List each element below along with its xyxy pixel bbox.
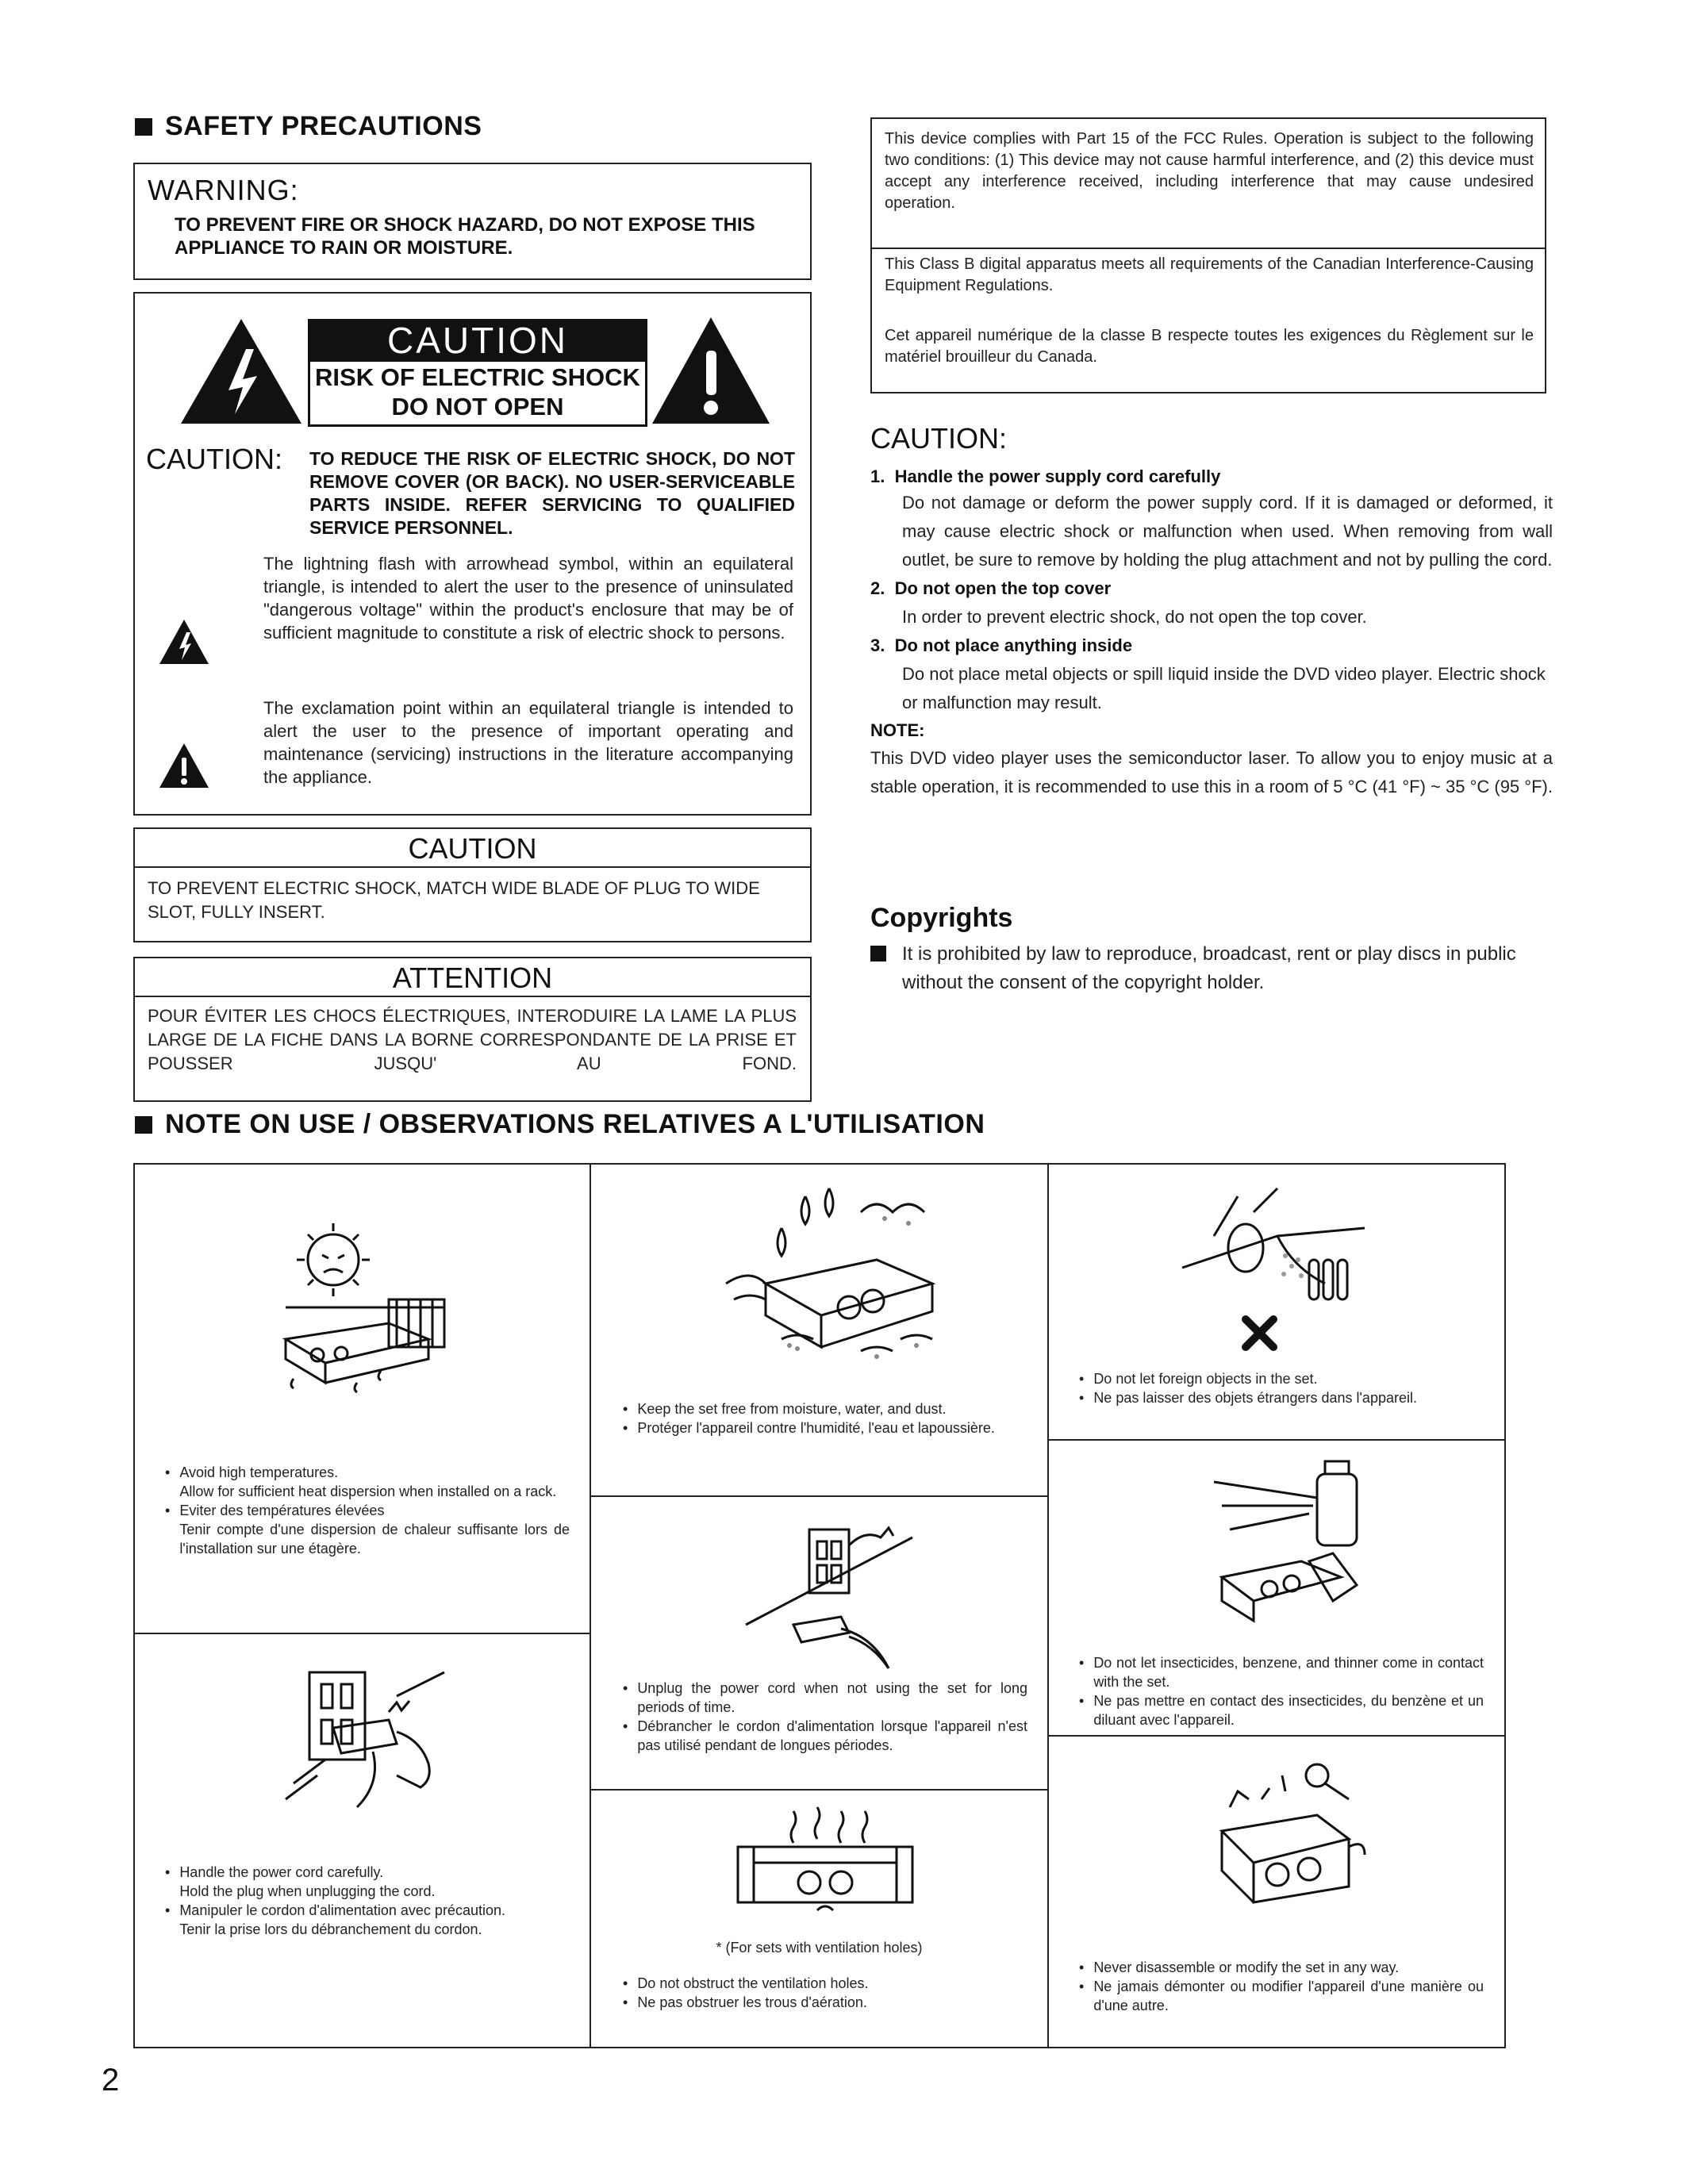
- item-text: In order to prevent electric shock, do not open the top cover.: [902, 607, 1367, 627]
- bullet-dot-icon: •: [165, 1464, 171, 1480]
- item-title: Do not open the top cover: [894, 578, 1112, 598]
- high-temperature-illustration: [270, 1220, 476, 1403]
- bullet-dot-icon: •: [623, 1718, 628, 1734]
- risk-line-1: RISK OF ELECTRIC SHOCK: [315, 363, 640, 391]
- cell-foreign-objects-text: [1079, 1369, 1484, 1407]
- note-on-use-grid: [133, 1163, 1506, 2048]
- caution2-list: [870, 465, 1553, 801]
- caution2-heading: CAUTION:: [870, 422, 1008, 455]
- exclamation-symbol-icon: [159, 743, 209, 789]
- cell-insecticide-text: [1079, 1653, 1484, 1729]
- bullet-item: • Débrancher le cordon d'alimentation lorsque l'appareil n'est pas utilisé pendant de longues périodes.: [623, 1718, 1027, 1753]
- canada-statement-en: This Class B digital apparatus meets all requirements of the Canadian Interference-Causing Equipment Regulations.: [885, 255, 1534, 294]
- bullet-item: • Avoid high temperatures. Allow for sufficient heat dispersion when installed on a rack.: [165, 1464, 557, 1499]
- foreign-objects-illustration: [1166, 1180, 1373, 1363]
- bullet-item: • Ne pas obstruer les trous d'aération.: [623, 1994, 867, 2010]
- caution-label: CAUTION:: [146, 443, 283, 475]
- cell-ventilation-text: [623, 1974, 1027, 2012]
- lightning-warning-icon: [179, 317, 303, 425]
- bullet-item: • Never disassemble or modify the set in any way.: [1079, 1959, 1400, 1975]
- copyrights-text: It is prohibited by law to reproduce, broadcast, rent or play discs in public without the consent of the copyright holder.: [902, 943, 1516, 993]
- bullet-dot-icon: •: [623, 1994, 628, 2010]
- row-divider: [1049, 1439, 1504, 1441]
- row-divider: [591, 1789, 1047, 1791]
- exclamation-description: The exclamation point within an equilateral triangle is intended to alert the user to the presence of important operating and maintenance (servicing) instructions in the literature accompanying the appliance.: [263, 698, 793, 787]
- plug-caution-text: TO PREVENT ELECTRIC SHOCK, MATCH WIDE BLADE OF PLUG TO WIDE SLOT, FULLY INSERT.: [148, 878, 760, 922]
- fcc-statement: This device complies with Part 15 of the FCC Rules. Operation is subject to the following two conditions: (1) This device may not cause harmful interference, and (2) this device must accept any interference received, including interference that may cause undesired operation.: [885, 130, 1534, 212]
- cell-power-cord-text: [165, 1863, 570, 1939]
- fcc-box: [870, 117, 1546, 393]
- bullet-item: • Unplug the power cord when not using the set for long periods of time.: [623, 1680, 1027, 1715]
- item-number: 3.: [870, 635, 885, 655]
- bullet-dot-icon: •: [623, 1420, 628, 1436]
- attention-text: POUR ÉVITER LES CHOCS ÉLECTRIQUES, INTERODUIRE LA LAME LA PLUS LARGE DE LA FICHE DANS LA BORNE CORRESPONDANTE DE LA PRISE ET POUSSER JUSQU' AU FOND.: [148, 1006, 797, 1073]
- lightning-symbol-icon: [159, 619, 209, 665]
- bullet-dot-icon: •: [623, 1680, 628, 1696]
- bullet-dot-icon: •: [1079, 1693, 1085, 1709]
- bullet-item: • Do not let insecticides, benzene, and thinner come in contact with the set.: [1079, 1655, 1484, 1690]
- caution-text: TO REDUCE THE RISK OF ELECTRIC SHOCK, DO NOT REMOVE COVER (OR BACK). NO USER-SERVICEABLE PARTS INSIDE. REFER SERVICING TO QUALIFIED SERVICE PERSONNEL.: [309, 448, 795, 538]
- warning-heading: WARNING:: [148, 174, 299, 206]
- item-text: Do not place metal objects or spill liquid inside the DVD video player. Electric shock or malfunction may result.: [902, 664, 1546, 712]
- row-divider: [135, 1633, 590, 1634]
- bullet-dot-icon: •: [165, 1503, 171, 1518]
- bullet-dot-icon: •: [1079, 1959, 1085, 1975]
- cell-unplug-text: [623, 1679, 1027, 1755]
- disassemble-illustration: [1198, 1752, 1373, 1918]
- item-number: 2.: [870, 578, 885, 598]
- warning-box: [133, 163, 812, 280]
- row-divider: [1049, 1735, 1504, 1737]
- square-bullet-icon: [870, 946, 886, 961]
- note-text: This DVD video player uses the semiconductor laser. To allow you to enjoy music at a stable operation, it is recommended to use this in a room of 5 °C (41 °F) ~ 35 °C (95 °F).: [870, 748, 1553, 796]
- lightning-description: The lightning flash with arrowhead symbol, within an equilateral triangle, is intended to alert the user to the presence of uninsulated "dangerous voltage" within the product's enclosure that may be of sufficient magnitude to constitute a risk of electric shock to persons.: [263, 554, 793, 643]
- bullet-item: • Manipuler le cordon d'alimentation avec précaution. Tenir la prise lors du débranchement du cordon.: [165, 1902, 505, 1937]
- cell-high-temperature-text: [165, 1463, 570, 1558]
- risk-label: [308, 362, 647, 427]
- bullet-item: • Protéger l'appareil contre l'humidité, l'eau et lapoussière.: [623, 1420, 995, 1436]
- canada-statement-fr: Cet appareil numérique de la classe B respecte toutes les exigences du Règlement sur le matériel brouilleur du Canada.: [885, 327, 1534, 366]
- note-label: NOTE:: [870, 720, 925, 740]
- fcc-divider: [872, 248, 1545, 249]
- attention-box: [133, 957, 812, 1102]
- plug-caution-box: [133, 827, 812, 942]
- copyrights-heading: Copyrights: [870, 903, 1013, 933]
- bullet-dot-icon: •: [1079, 1979, 1085, 1994]
- bullet-dot-icon: •: [1079, 1371, 1085, 1387]
- bullet-dot-icon: •: [623, 1401, 628, 1417]
- caution2-item-3: [870, 631, 1553, 717]
- unplug-illustration: [730, 1514, 920, 1672]
- plug-caution-heading: CAUTION: [135, 829, 810, 868]
- cell-moisture-text: [623, 1399, 1027, 1437]
- ventilation-illustration: [730, 1799, 920, 1926]
- bullet-dot-icon: •: [1079, 1390, 1085, 1406]
- exclamation-warning-icon: [651, 316, 771, 425]
- bullet-item: • Ne pas mettre en contact des insecticides, du benzène et un diluant avec l'appareil.: [1079, 1693, 1484, 1728]
- risk-line-2: DO NOT OPEN: [391, 393, 564, 420]
- page-number: 2: [102, 2063, 120, 2098]
- power-cord-illustration: [278, 1664, 460, 1823]
- item-number: 1.: [870, 466, 885, 486]
- item-title: Do not place anything inside: [894, 635, 1133, 655]
- bullet-item: • Handle the power cord carefully. Hold the plug when unplugging the cord.: [165, 1864, 436, 1899]
- insecticide-illustration: [1166, 1458, 1373, 1633]
- bullet-item: • Keep the set free from moisture, water, and dust.: [623, 1401, 947, 1417]
- moisture-dust-illustration: [718, 1180, 956, 1371]
- bullet-dot-icon: •: [165, 1902, 171, 1918]
- bullet-item: • Eviter des températures élevées Tenir compte d'une dispersion de chaleur suffisante lors de l'installation sur une étagère.: [165, 1503, 570, 1556]
- bullet-item: • Do not let foreign objects in the set.: [1079, 1371, 1318, 1387]
- copyrights-item: [870, 940, 1553, 997]
- attention-heading: ATTENTION: [135, 958, 810, 997]
- bullet-item: • Ne pas laisser des objets étrangers dans l'appareil.: [1079, 1390, 1417, 1406]
- item-title: Handle the power supply cord carefully: [894, 466, 1221, 486]
- section-bullet-icon: [135, 118, 152, 136]
- item-text: Do not damage or deform the power supply cord. If it is damaged or deformed, it may cause electric shock or malfunction when used. When removing from wall outlet, be sure to remove by holding the plug attachment and not by pulling the cord.: [902, 493, 1553, 570]
- caution2-item-1: [870, 465, 1553, 574]
- note-on-use-heading: NOTE ON USE / OBSERVATIONS RELATIVES A L'UTILISATION: [135, 1109, 985, 1140]
- section-bullet-icon: [135, 1116, 152, 1134]
- bullet-item: • Ne jamais démonter ou modifier l'appareil d'une manière ou d'une autre.: [1079, 1979, 1484, 2013]
- bullet-dot-icon: •: [623, 1975, 628, 1991]
- safety-precautions-heading: SAFETY PRECAUTIONS: [135, 111, 482, 142]
- row-divider: [591, 1495, 1047, 1497]
- bullet-dot-icon: •: [1079, 1655, 1085, 1671]
- caution-main-box: [133, 292, 812, 816]
- ventilation-note: * (For sets with ventilation holes): [716, 1940, 923, 1956]
- column-divider: [590, 1165, 591, 2047]
- bullet-item: • Do not obstruct the ventilation holes.: [623, 1975, 869, 1991]
- bullet-dot-icon: •: [165, 1864, 171, 1880]
- column-divider: [1047, 1165, 1049, 2047]
- caution-banner: CAUTION: [308, 319, 647, 362]
- cell-disassemble-text: [1079, 1958, 1484, 2015]
- warning-text: TO PREVENT FIRE OR SHOCK HAZARD, DO NOT EXPOSE THIS APPLIANCE TO RAIN OR MOISTURE.: [175, 214, 755, 259]
- caution2-item-2: [870, 574, 1553, 631]
